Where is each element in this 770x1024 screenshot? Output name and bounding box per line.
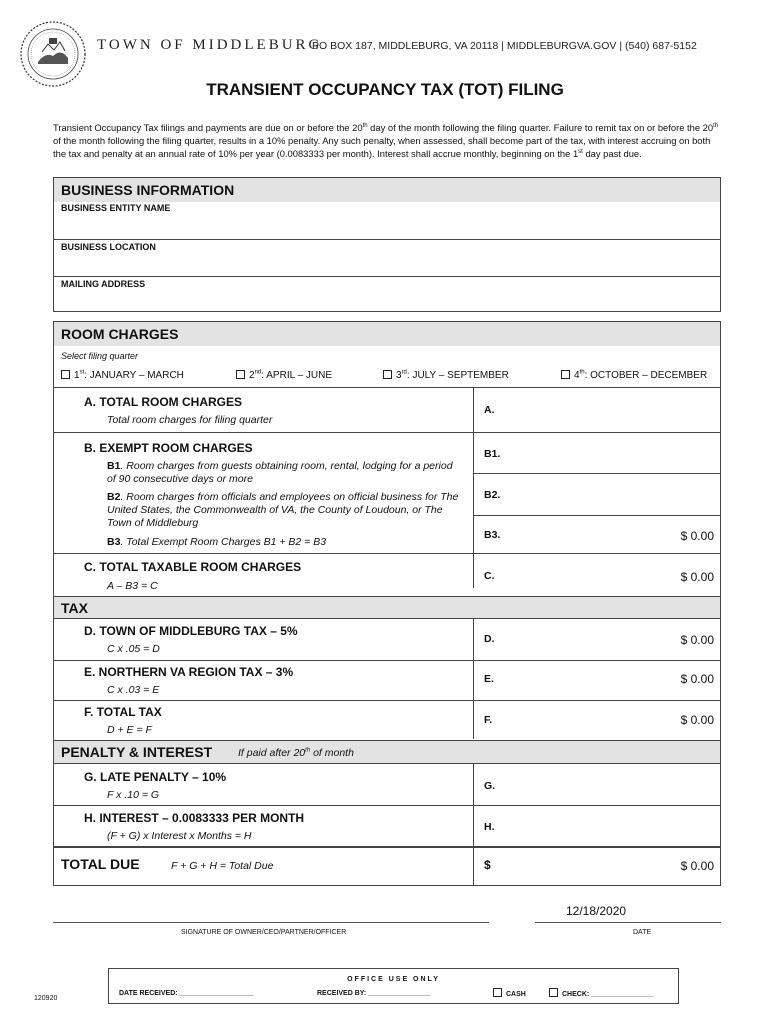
item-d-cell-label: D.: [484, 633, 495, 645]
item-g-input[interactable]: [474, 765, 720, 805]
business-information-heading: BUSINESS INFORMATION: [54, 178, 720, 202]
signature-label: SIGNATURE OF OWNER/CEO/PARTNER/OFFICER: [181, 929, 347, 936]
form-title: TRANSIENT OCCUPANCY TAX (TOT) FILING: [206, 80, 564, 99]
tax-heading: TAX: [61, 600, 88, 616]
mailing-address-field[interactable]: [54, 276, 720, 312]
divider: [54, 700, 720, 701]
item-h-title: H. INTEREST – 0.0083333 PER MONTH: [84, 811, 305, 825]
check-checkbox: [549, 988, 558, 997]
item-c-title: C. TOTAL TAXABLE ROOM CHARGES: [84, 560, 302, 574]
quarter-1-checkbox[interactable]: [61, 370, 70, 379]
item-f-value: $ 0.00: [680, 713, 714, 727]
item-b3-note: B3. Total Exempt Room Charges B1 + B2 = B3: [107, 536, 327, 548]
date-received-field: DATE RECEIVED: ___________________: [119, 990, 254, 997]
item-a-input[interactable]: [474, 388, 720, 432]
quarter-1-option[interactable]: 1st: JANUARY – MARCH: [61, 370, 184, 381]
item-e-note: C x .03 = E: [107, 684, 160, 696]
item-c-value: $ 0.00: [680, 570, 714, 584]
divider: [54, 846, 720, 848]
business-entity-name-label: BUSINESS ENTITY NAME: [61, 203, 171, 213]
business-entity-name-field[interactable]: [54, 202, 720, 239]
quarter-4-checkbox[interactable]: [561, 370, 570, 379]
date-value[interactable]: 12/18/2020: [566, 904, 627, 918]
item-f-title: F. TOTAL TAX: [84, 705, 162, 719]
item-h-cell-label: H.: [484, 821, 495, 833]
quarter-2-checkbox[interactable]: [236, 370, 245, 379]
quarter-3-checkbox[interactable]: [383, 370, 392, 379]
item-f-cell-label: F.: [484, 714, 493, 726]
date-label: DATE: [633, 929, 652, 936]
item-e-value: $ 0.00: [680, 672, 714, 686]
item-e-title: E. NORTHERN VA REGION TAX – 3%: [84, 665, 294, 679]
total-due-dollar-sign: $: [484, 858, 491, 872]
item-g-title: G. LATE PENALTY – 10%: [84, 770, 227, 784]
quarter-3-option[interactable]: 3rd: JULY – SEPTEMBER: [383, 370, 509, 381]
divider: [54, 553, 720, 554]
room-charges-heading: ROOM CHARGES: [54, 322, 720, 346]
item-h-input[interactable]: [474, 806, 720, 846]
item-b2-note: B2. Room charges from officials and employees on official business for The United States, the Commonwealth of VA, the County of Loudoun, or The Town of Middleburg: [107, 491, 459, 529]
business-information-section: [53, 177, 721, 312]
item-a-note: Total room charges for filing quarter: [107, 414, 273, 426]
town-name: TOWN OF MIDDLEBURG: [97, 37, 323, 53]
item-b3-value: $ 0.00: [680, 529, 714, 543]
item-b-title: B. EXEMPT ROOM CHARGES: [84, 441, 253, 455]
quarter-2-option[interactable]: 2nd: APRIL – JUNE: [236, 370, 332, 381]
item-b2-cell-label: B2.: [484, 489, 501, 501]
office-use-box: [108, 968, 679, 1004]
item-d-note: C x .05 = D: [107, 643, 160, 655]
total-due-value: $ 0.00: [680, 859, 714, 873]
item-a-title: A. TOTAL ROOM CHARGES: [84, 395, 243, 409]
item-b1-note: B1. Room charges from guests obtaining room, rental, lodging for a period of 90 consecutive days or more: [107, 460, 453, 485]
item-c-cell-label: C.: [484, 570, 495, 582]
cash-checkbox: [493, 988, 502, 997]
item-g-note: F x .10 = G: [107, 789, 160, 801]
contact-info: PO BOX 187, MIDDLEBURG, VA 20118 | MIDDLEBURGVA.GOV | (540) 687-5152: [312, 40, 697, 52]
divider: [473, 515, 720, 516]
business-location-field[interactable]: [54, 239, 720, 276]
item-h-note: (F + G) x Interest x Months = H: [107, 830, 252, 842]
item-a-cell-label: A.: [484, 404, 495, 416]
check-option: CHECK: ________________: [549, 988, 653, 998]
office-use-heading: OFFICE USE ONLY: [347, 976, 440, 983]
intro-paragraph: Transient Occupancy Tax filings and payments are due on or before the 20th day of the month following the filing quarter. Failure to remit tax on or before the 20th of the month following the filing quarter, results in a 10% penalty. Any such penalty, when assessed, shall become part of the tax, with interest accruing on both the tax and penalty at an annual rate of 10% per year (0.0083333 per month). Interest shall accrue monthly, beginning on the 1st day past due.: [53, 122, 719, 160]
select-quarter-label: Select filing quarter: [61, 351, 139, 361]
total-due-heading: TOTAL DUE: [61, 856, 140, 872]
total-due-formula: F + G + H = Total Due: [171, 860, 274, 872]
signature-line[interactable]: [53, 922, 489, 923]
item-c-note: A – B3 = C: [107, 580, 158, 592]
date-line: [535, 922, 721, 923]
item-d-title: D. TOWN OF MIDDLEBURG TAX – 5%: [84, 624, 298, 638]
item-b3-cell-label: B3.: [484, 529, 501, 541]
penalty-heading: PENALTY & INTEREST: [61, 744, 213, 760]
room-charges-section: [53, 321, 721, 886]
divider: [54, 660, 720, 661]
item-b1-cell-label: B1.: [484, 448, 501, 460]
item-b2-input[interactable]: [474, 474, 720, 515]
item-b1-input[interactable]: [474, 433, 720, 473]
business-location-label: BUSINESS LOCATION: [61, 242, 156, 252]
penalty-heading-note: If paid after 20th of month: [238, 747, 354, 759]
form-code: 120920: [34, 995, 58, 1002]
tax-heading-band: [54, 596, 720, 619]
cash-option: CASH: [493, 988, 526, 998]
received-by-field: RECEIVED BY: ________________: [317, 990, 431, 997]
mailing-address-label: MAILING ADDRESS: [61, 279, 146, 289]
divider: [473, 619, 474, 739]
quarter-4-option[interactable]: 4th: OCTOBER – DECEMBER: [561, 370, 707, 381]
penalty-heading-band: [54, 740, 720, 764]
item-g-cell-label: G.: [484, 780, 496, 792]
item-f-note: D + E = F: [107, 724, 152, 736]
item-d-value: $ 0.00: [680, 633, 714, 647]
item-e-cell-label: E.: [484, 673, 494, 685]
